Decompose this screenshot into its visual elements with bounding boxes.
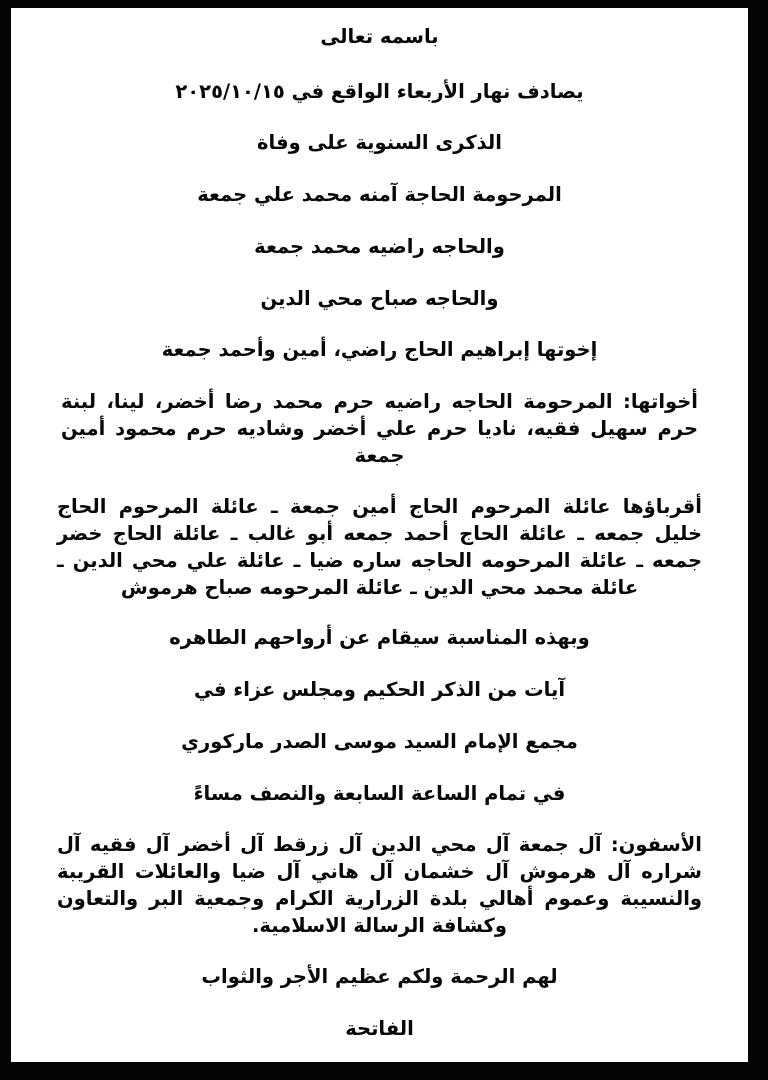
relatives-paragraph: أقرباؤها عائلة المرحوم الحاج أمين جمعة ـ عائلة المرحوم الحاج خليل جمعه ـ عائلة الحاج أحمد جمعه أبو غالب ـ عائلة الحاج خضر جمعه ـ عائلة المرحومه الحاجه ساره ضيا ـ عائلة علي محي الدين ـ عائلة محمد محي الدين ـ عائلة المرحومه صباح هرموش: [57, 494, 702, 599]
invocation-line: باسمه تعالى: [320, 25, 439, 48]
signatories-paragraph: الأسفون: آل جمعة آل محي الدين آل زرقط آل أخضر آل فقيه آل شراره آل هرموش آل خشمان آل هاني آل ضيا والعائلات القريبة والنسيبة وعموم أهالي بلدة الزرارية الكرام وجمعية البر والتعاون وكشافة الرسالة الاسلامية.: [57, 833, 702, 938]
date-line: يصادف نهار الأربعاء الواقع في ٢٠٢٥/١٠/١٥: [175, 79, 584, 103]
venue-line: مجمع الإمام السيد موسى الصدر ماركوري: [181, 729, 578, 753]
occasion-heading: الذكرى السنوية على وفاة: [257, 131, 502, 155]
closing-line: الفاتحة: [345, 1016, 414, 1040]
deceased-second-name: والحاجه راضيه محمد جمعة: [254, 234, 505, 258]
notice-content: [11, 8, 748, 1042]
deceased-third-name: والحاجه صباح محي الدين: [260, 286, 499, 310]
brothers-line: إخوتها إبراهيم الحاج راضي، أمين وأحمد جمعة: [161, 338, 598, 362]
ceremony-line: آيات من الذكر الحكيم ومجلس عزاء في: [193, 678, 566, 702]
time-line: في تمام الساعة السابعة والنصف مساءً: [193, 781, 566, 805]
sisters-paragraph: أخواتها: المرحومة الحاجه راضيه حرم محمد رضا أخضر، لينا، لبنة حرم سهيل فقيه، ناديا حرم علي أخضر وشاديه حرم محمود أمين جمعة: [61, 390, 698, 467]
notice-paper: [11, 8, 748, 1062]
blessing-line: لهم الرحمة ولكم عظيم الأجر والثواب: [201, 965, 558, 989]
occasion-intro-line: وبهذه المناسبة سيقام عن أرواحهم الطاهره: [169, 626, 590, 650]
deceased-primary-name: المرحومة الحاجة آمنه محمد علي جمعة: [197, 183, 562, 207]
